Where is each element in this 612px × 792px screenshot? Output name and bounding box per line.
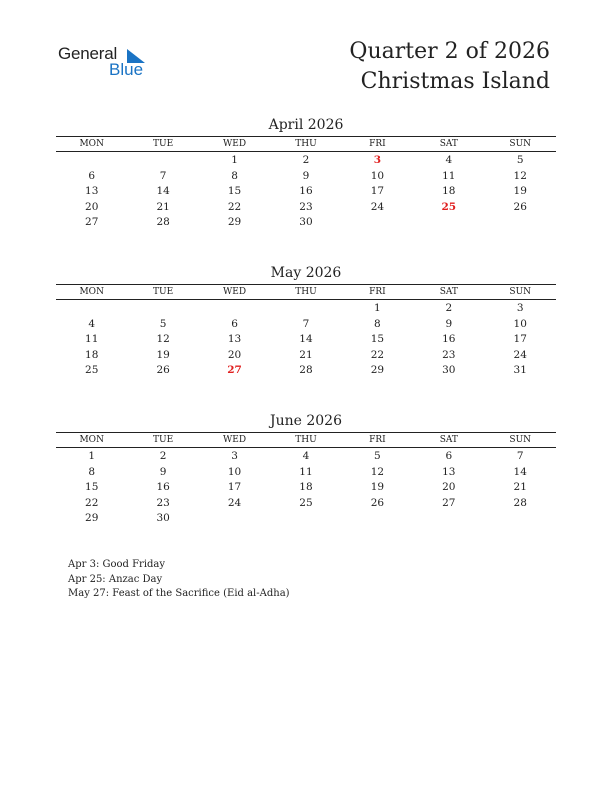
day-cell: 13: [85, 185, 99, 198]
month-calendar-june: [56, 412, 556, 526]
day-cell: 7: [159, 169, 167, 182]
day-cell: 8: [374, 317, 381, 330]
day-cell: 29: [227, 216, 242, 229]
day-cell: 18: [85, 348, 99, 361]
week-row: [56, 510, 556, 526]
holiday-notes: [68, 558, 290, 602]
day-cell: [413, 510, 484, 526]
week-row: [56, 300, 556, 316]
day-cell: 16: [156, 481, 170, 494]
day-cell: 4: [302, 450, 310, 462]
weekday-label: THU: [295, 139, 317, 149]
week-row: [56, 152, 556, 168]
weekday-label: FRI: [369, 139, 386, 149]
day-cell: 4: [445, 154, 453, 166]
day-cell: 2: [159, 450, 167, 462]
day-cell: 21: [156, 200, 170, 213]
day-cell: 1: [231, 154, 238, 166]
logo-word-general: General: [58, 44, 118, 63]
day-cell: [127, 300, 198, 316]
week-row: [56, 168, 556, 184]
holiday-day-cell: 25: [441, 200, 457, 213]
day-cell: 1: [374, 302, 381, 314]
day-cell: 28: [156, 216, 170, 229]
day-cell: 6: [445, 450, 453, 462]
month-title: April 2026: [268, 117, 344, 133]
day-cell: 21: [299, 348, 313, 361]
day-cell: 9: [445, 317, 453, 330]
day-cell: 9: [159, 465, 167, 478]
day-cell: 26: [370, 496, 385, 509]
day-cell: 7: [516, 450, 524, 462]
generalblue-logo: [58, 44, 158, 84]
day-cell: 19: [513, 185, 527, 198]
week-row: [56, 214, 556, 230]
weekday-label: SUN: [509, 435, 532, 445]
week-row: [56, 464, 556, 480]
weekday-label: TUE: [153, 287, 174, 297]
day-cell: 5: [516, 154, 524, 166]
day-cell: 12: [513, 169, 527, 182]
day-cell: 2: [302, 154, 310, 166]
month-calendar-may: [56, 264, 556, 378]
day-cell: 13: [442, 465, 456, 478]
day-cell: 27: [442, 496, 456, 509]
day-cell: 10: [227, 465, 242, 478]
day-cell: 21: [513, 481, 527, 494]
day-cell: 11: [442, 169, 456, 182]
weekday-label: SUN: [509, 139, 532, 149]
day-cell: [342, 510, 413, 526]
weekday-label: SUN: [509, 287, 532, 297]
day-cell: 6: [231, 317, 238, 330]
day-cell: 6: [88, 169, 96, 182]
holiday-day-cell: 27: [227, 364, 242, 377]
day-cell: 1: [88, 450, 96, 462]
day-cell: 3: [516, 302, 524, 314]
day-cell: 11: [85, 333, 99, 346]
weekday-label: SAT: [439, 287, 458, 297]
weekday-label: TUE: [153, 139, 174, 149]
day-cell: 17: [227, 481, 242, 494]
day-cell: 5: [374, 450, 381, 462]
quarter-title: Quarter 2 of 2026: [349, 39, 550, 64]
day-cell: 24: [513, 348, 527, 361]
day-cell: [485, 214, 556, 230]
day-cell: 25: [299, 496, 313, 509]
day-cell: 29: [85, 512, 99, 525]
day-cell: 10: [513, 317, 527, 330]
day-cell: 19: [370, 481, 385, 494]
week-row: [56, 199, 556, 215]
day-cell: 15: [227, 185, 242, 198]
country-title: Christmas Island: [360, 69, 550, 94]
weekday-label: SAT: [439, 139, 458, 149]
day-cell: [56, 300, 127, 316]
week-row: [56, 347, 556, 363]
weekday-label: FRI: [369, 287, 386, 297]
weekday-label: WED: [223, 287, 247, 297]
day-cell: 20: [85, 200, 99, 213]
day-cell: 24: [370, 200, 385, 213]
day-cell: 28: [513, 496, 527, 509]
day-cell: 17: [513, 333, 527, 346]
day-cell: 31: [513, 364, 527, 377]
day-cell: 14: [156, 185, 170, 198]
month-weeks: [56, 448, 556, 526]
month-title: May 2026: [270, 265, 342, 281]
day-cell: 24: [227, 496, 242, 509]
day-cell: 2: [445, 302, 453, 314]
day-cell: 8: [88, 465, 96, 478]
day-cell: 16: [442, 333, 456, 346]
holiday-note: May 27: Feast of the Sacrifice (Eid al-Adha): [68, 588, 290, 600]
page-title: [349, 37, 550, 97]
weekday-header: [56, 137, 556, 152]
day-cell: 18: [299, 481, 313, 494]
day-cell: 23: [299, 200, 313, 213]
day-cell: 12: [370, 465, 385, 478]
month-title: June 2026: [269, 413, 342, 429]
day-cell: 10: [370, 169, 385, 182]
day-cell: 23: [442, 348, 456, 361]
weekday-label: FRI: [369, 435, 386, 445]
day-cell: [270, 510, 341, 526]
day-cell: 13: [227, 333, 242, 346]
day-cell: 15: [85, 481, 99, 494]
day-cell: [199, 300, 270, 316]
day-cell: 23: [156, 496, 170, 509]
month-weeks: [56, 152, 556, 230]
day-cell: [56, 152, 127, 168]
weekday-label: WED: [223, 435, 247, 445]
day-cell: 25: [85, 364, 99, 377]
weekday-header: [56, 433, 556, 448]
day-cell: 8: [231, 169, 238, 182]
day-cell: 5: [159, 317, 167, 330]
day-cell: 9: [302, 169, 310, 182]
day-cell: [413, 214, 484, 230]
day-cell: 17: [370, 185, 385, 198]
weekday-label: TUE: [153, 435, 174, 445]
day-cell: 28: [299, 364, 313, 377]
day-cell: 12: [156, 333, 170, 346]
week-row: [56, 479, 556, 495]
day-cell: 11: [299, 465, 313, 478]
day-cell: 3: [231, 450, 238, 462]
day-cell: [485, 510, 556, 526]
day-cell: 29: [370, 364, 385, 377]
weekday-label: MON: [79, 435, 104, 445]
month-calendar-april: [56, 116, 556, 230]
day-cell: 26: [156, 364, 170, 377]
weekday-label: THU: [295, 287, 317, 297]
weekday-label: MON: [79, 287, 104, 297]
day-cell: [199, 510, 270, 526]
holiday-note: Apr 25: Anzac Day: [68, 573, 163, 585]
day-cell: 4: [88, 317, 96, 330]
week-row: [56, 448, 556, 464]
week-row: [56, 316, 556, 332]
weekday-label: WED: [223, 139, 247, 149]
day-cell: [270, 300, 341, 316]
day-cell: 30: [156, 512, 170, 525]
day-cell: [342, 214, 413, 230]
day-cell: 16: [299, 185, 313, 198]
day-cell: [127, 152, 198, 168]
weekday-label: MON: [79, 139, 104, 149]
weekday-header: [56, 285, 556, 300]
day-cell: 15: [370, 333, 385, 346]
day-cell: 14: [299, 333, 313, 346]
logo-word-blue: Blue: [109, 60, 144, 79]
week-row: [56, 183, 556, 199]
month-weeks: [56, 300, 556, 378]
day-cell: 18: [442, 185, 456, 198]
day-cell: 14: [513, 465, 527, 478]
day-cell: 20: [227, 348, 242, 361]
day-cell: 7: [302, 317, 310, 330]
day-cell: 19: [156, 348, 170, 361]
day-cell: 26: [513, 200, 527, 213]
day-cell: 22: [370, 348, 385, 361]
week-row: [56, 362, 556, 378]
day-cell: 22: [227, 200, 242, 213]
day-cell: 27: [85, 216, 99, 229]
weekday-label: THU: [295, 435, 317, 445]
day-cell: 20: [442, 481, 456, 494]
weekday-label: SAT: [439, 435, 458, 445]
day-cell: 22: [85, 496, 99, 509]
holiday-day-cell: 3: [373, 154, 382, 166]
day-cell: 30: [299, 216, 313, 229]
week-row: [56, 331, 556, 347]
holiday-note: Apr 3: Good Friday: [68, 559, 166, 570]
day-cell: 30: [442, 364, 456, 377]
week-row: [56, 495, 556, 511]
